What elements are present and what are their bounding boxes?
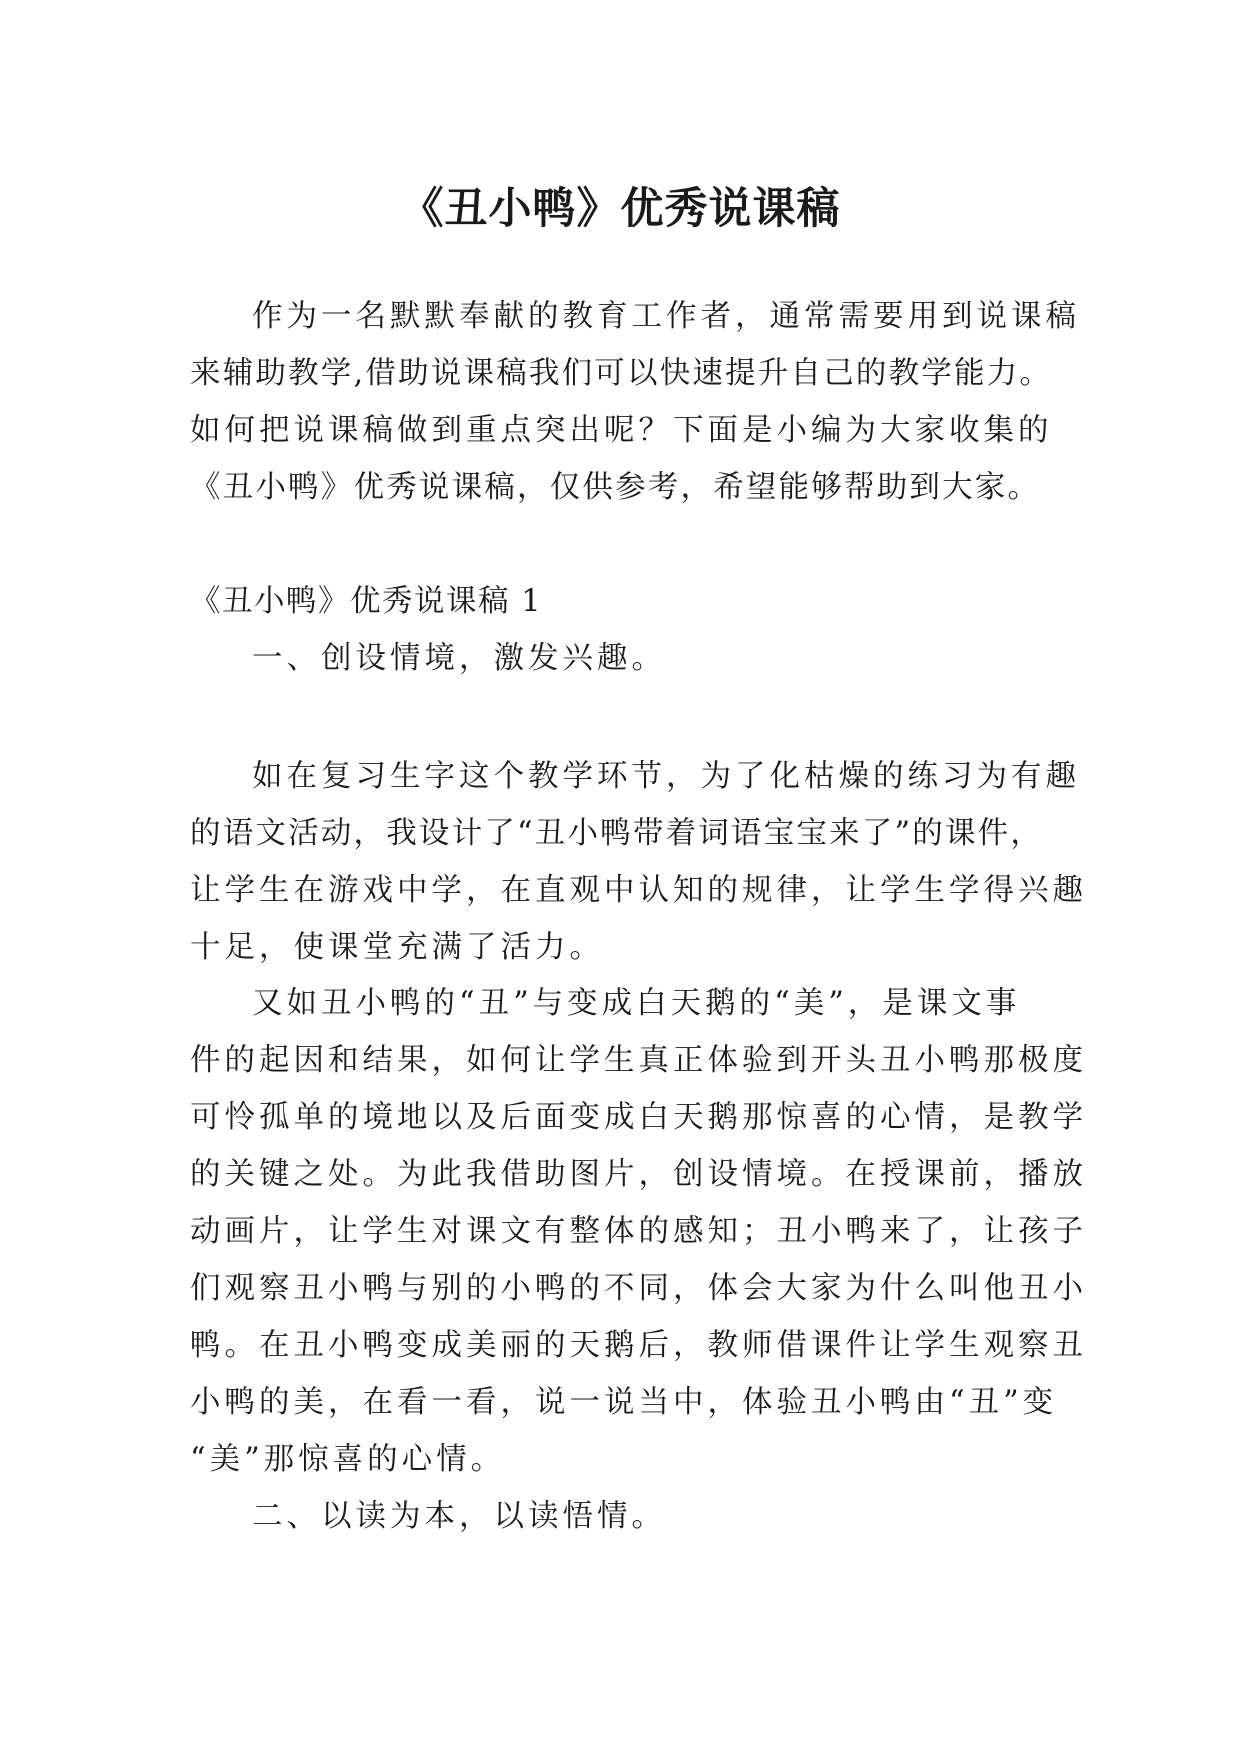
intro-line: 《丑小鸭》优秀说课稿，仅供参考，希望能够帮助到大家。 (190, 470, 1041, 505)
paragraph-line: 们观察丑小鸭与别的小鸭的不同，体会大家为什么叫他丑小 (190, 1271, 1087, 1306)
paragraph-line: “美”那惊喜的心情。 (190, 1442, 506, 1477)
body-paragraph-1 (190, 748, 1087, 976)
subheading-text: 一、创设情境，激发兴趣。 (252, 641, 666, 676)
subheading-text: 二、以读为本，以读悟情。 (252, 1499, 666, 1534)
paragraph-line: 又如丑小鸭的“丑”与变成白天鹅的“美”，是课文事 (252, 986, 1021, 1021)
intro-paragraph (190, 288, 1080, 516)
paragraph-line: 件的起因和结果，如何让学生真正体验到开头丑小鸭那极度 (190, 1043, 1087, 1078)
paragraph-line: 动画片，让学生对课文有整体的感知；丑小鸭来了，让孩子 (190, 1214, 1087, 1249)
body-paragraph-2 (190, 975, 1087, 1488)
intro-line: 来辅助教学,借助说课稿我们可以快速提升自己的教学能力。 (190, 356, 1053, 391)
paragraph-line: 的语文活动，我设计了“丑小鸭带着词语宝宝来了”的课件， (190, 816, 1044, 851)
paragraph-line: 鸭。在丑小鸭变成美丽的天鹅后，教师借课件让学生观察丑 (190, 1328, 1087, 1363)
paragraph-line: 如在复习生字这个教学环节，为了化枯燥的练习为有趣 (252, 759, 1080, 794)
paragraph-line: 十足，使课堂充满了活力。 (190, 930, 604, 965)
paragraph-line: 的关键之处。为此我借助图片，创设情境。在授课前，播放 (190, 1157, 1087, 1192)
subheading-2 (190, 1488, 1058, 1545)
intro-line: 如何把说课稿做到重点突出呢？下面是小编为大家收集的 (190, 413, 1053, 448)
document-title: 《丑小鸭》优秀说课稿 (400, 183, 841, 234)
paragraph-line: 让学生在游戏中学，在直观中认知的规律，让学生学得兴趣 (190, 873, 1087, 908)
intro-line: 作为一名默默奉献的教育工作者，通常需要用到说课稿 (252, 299, 1080, 334)
subheading-1 (190, 630, 1058, 687)
section-title: 《丑小鸭》优秀说课稿 1 (190, 584, 543, 619)
paragraph-line: 可怜孤单的境地以及后面变成白天鹅那惊喜的心情，是教学 (190, 1100, 1087, 1135)
paragraph-line: 小鸭的美，在看一看，说一说当中，体验丑小鸭由“丑”变 (190, 1385, 1058, 1420)
